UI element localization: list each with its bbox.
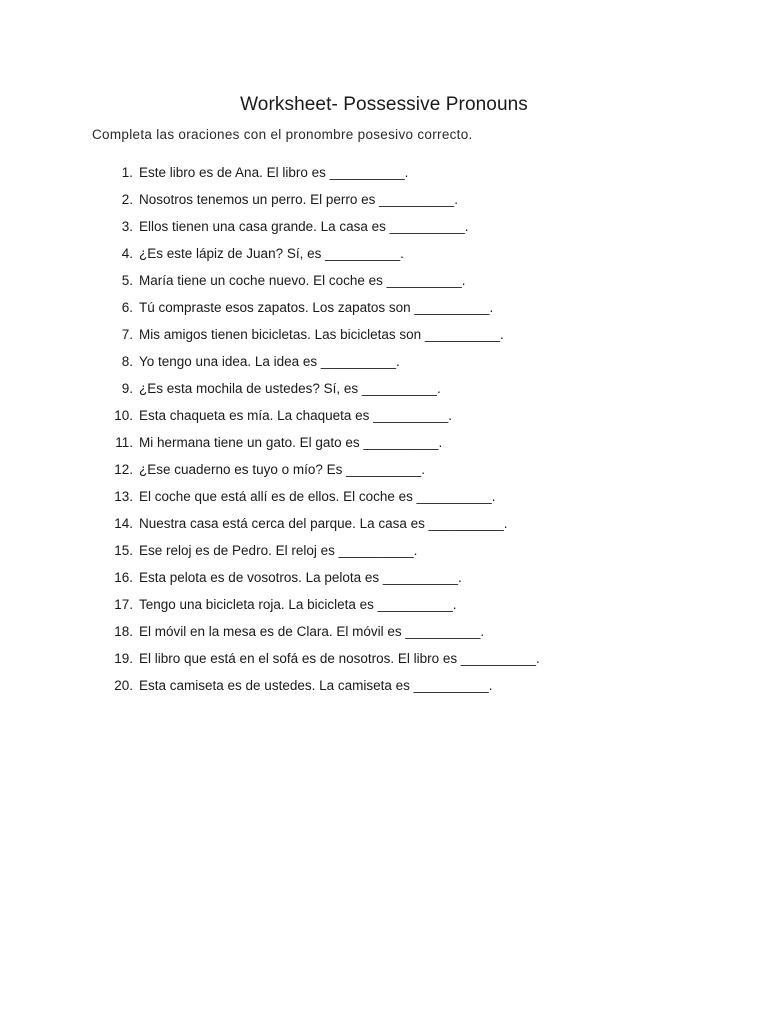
question-number: 13.: [114, 489, 133, 504]
worksheet-title: Worksheet- Possessive Pronouns: [240, 94, 528, 115]
question-number: 19.: [114, 651, 133, 666]
question-text: ¿Es esta mochila de ustedes? Sí, es __________.: [139, 381, 441, 396]
question-number: 16.: [114, 570, 133, 585]
question-number: 8.: [121, 354, 133, 369]
question-number: 17.: [114, 597, 133, 612]
question-text: Tengo una bicicleta roja. La bicicleta es __________.: [139, 597, 457, 612]
question-number: 18.: [114, 624, 133, 639]
question-number: 5.: [121, 273, 133, 288]
worksheet-instructions: Completa las oraciones con el pronombre posesivo correcto.: [92, 127, 473, 142]
question-number: 2.: [121, 192, 133, 207]
question-text: El coche que está allí es de ellos. El coche es __________.: [139, 489, 496, 504]
question-text: Ese reloj es de Pedro. El reloj es __________.: [139, 543, 418, 558]
question-number: 1.: [121, 165, 133, 180]
question-number: 10.: [114, 408, 133, 423]
question-text: Este libro es de Ana. El libro es __________.: [139, 165, 409, 180]
question-text: Mi hermana tiene un gato. El gato es __________.: [139, 435, 443, 450]
question-text: Tú compraste esos zapatos. Los zapatos son __________.: [139, 300, 494, 315]
question-text: Mis amigos tienen bicicletas. Las bicicletas son __________.: [139, 327, 504, 342]
question-number: 3.: [121, 219, 133, 234]
question-text: Yo tengo una idea. La idea es __________.: [139, 354, 400, 369]
question-text: Esta camiseta es de ustedes. La camiseta es __________.: [139, 678, 493, 693]
question-text: Nuestra casa está cerca del parque. La casa es __________.: [139, 516, 508, 531]
question-number: 20.: [114, 678, 133, 693]
question-number: 9.: [121, 381, 133, 396]
question-text: ¿Ese cuaderno es tuyo o mío? Es __________.: [139, 462, 425, 477]
question-number: 12.: [114, 462, 133, 477]
question-number: 11.: [115, 435, 133, 450]
question-number: 14.: [114, 516, 133, 531]
question-number: 6.: [121, 300, 133, 315]
question-number: 15.: [114, 543, 133, 558]
question-text: Esta pelota es de vosotros. La pelota es __________.: [139, 570, 462, 585]
question-text: Nosotros tenemos un perro. El perro es __________.: [139, 192, 458, 207]
question-text: ¿Es este lápiz de Juan? Sí, es __________.: [139, 246, 404, 261]
question-text: Esta chaqueta es mía. La chaqueta es __________.: [139, 408, 452, 423]
question-number: 7.: [121, 327, 133, 342]
question-text: María tiene un coche nuevo. El coche es __________.: [139, 273, 466, 288]
question-text: Ellos tienen una casa grande. La casa es __________.: [139, 219, 469, 234]
question-number: 4.: [121, 246, 133, 261]
question-text: El libro que está en el sofá es de nosotros. El libro es __________.: [139, 651, 540, 666]
question-text: El móvil en la mesa es de Clara. El móvil es __________.: [139, 624, 485, 639]
